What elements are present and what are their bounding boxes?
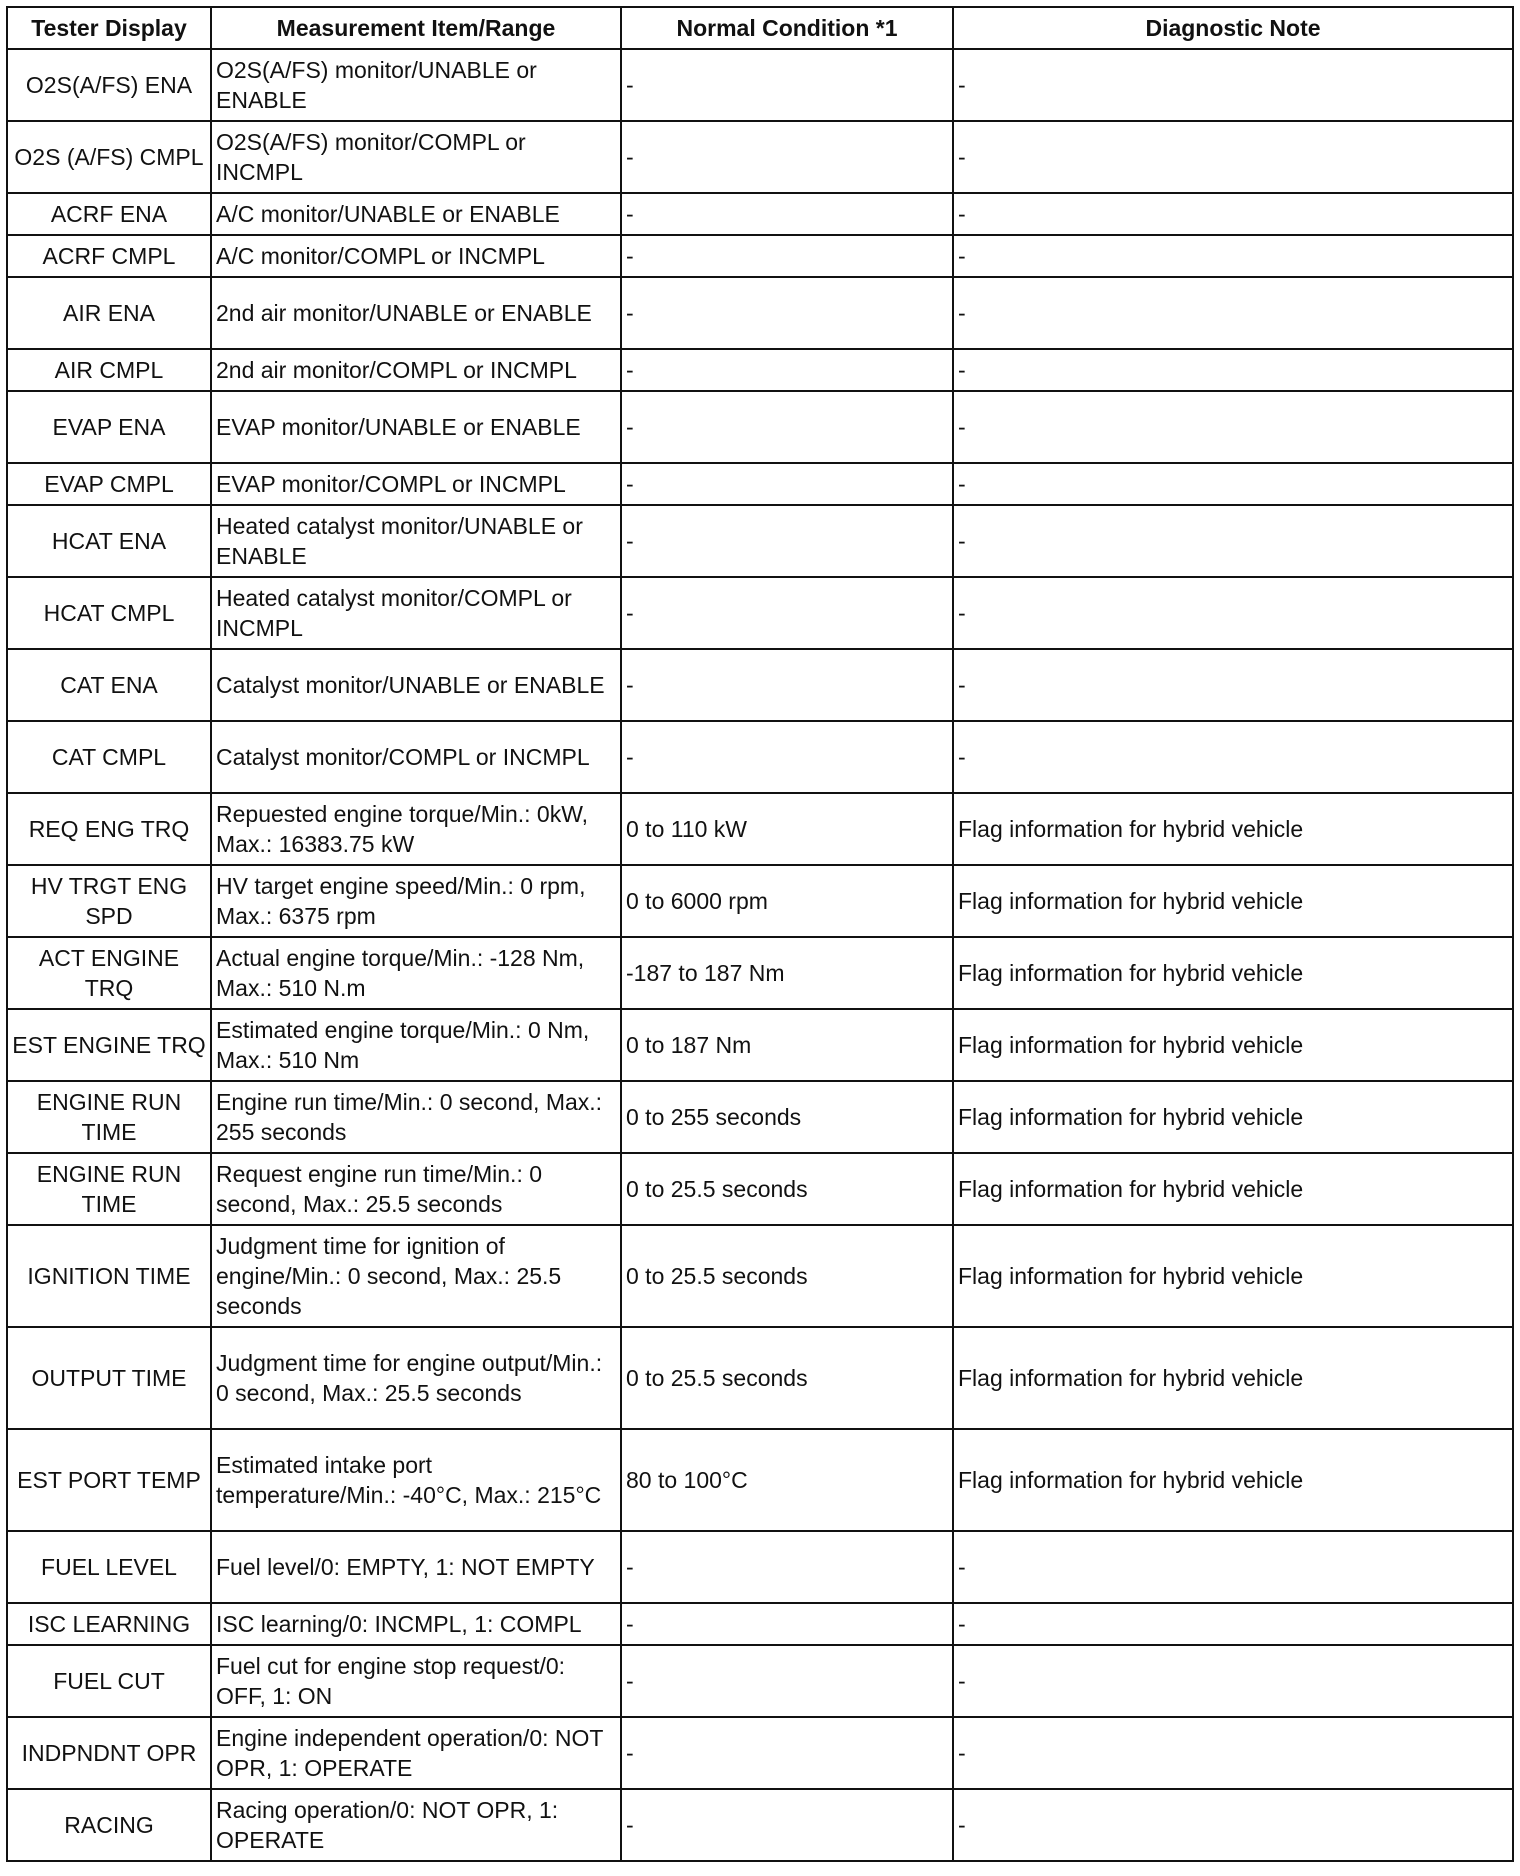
table-row — [7, 49, 1513, 121]
cell-tester-display: EST PORT TEMP — [7, 1429, 211, 1531]
diagnostic-data-table-container — [6, 6, 1512, 1862]
header-diagnostic-note: Diagnostic Note — [953, 7, 1513, 49]
cell-normal-condition: 0 to 25.5 seconds — [621, 1153, 953, 1225]
cell-measurement-item: O2S(A/FS) monitor/COMPL or INCMPL — [211, 121, 621, 193]
table-row — [7, 937, 1513, 1009]
cell-measurement-item: Fuel cut for engine stop request/0: OFF, 1: ON — [211, 1645, 621, 1717]
table-row — [7, 1327, 1513, 1429]
cell-measurement-item: Actual engine torque/Min.: -128 Nm, Max.: 510 N.m — [211, 937, 621, 1009]
table-row — [7, 577, 1513, 649]
table-row — [7, 1225, 1513, 1327]
cell-measurement-item: Engine independent operation/0: NOT OPR, 1: OPERATE — [211, 1717, 621, 1789]
cell-measurement-item: A/C monitor/COMPL or INCMPL — [211, 235, 621, 277]
cell-normal-condition: 0 to 25.5 seconds — [621, 1225, 953, 1327]
table-row — [7, 121, 1513, 193]
cell-diagnostic-note: Flag information for hybrid vehicle — [953, 1009, 1513, 1081]
cell-normal-condition: - — [621, 649, 953, 721]
cell-diagnostic-note: Flag information for hybrid vehicle — [953, 1429, 1513, 1531]
table-row — [7, 793, 1513, 865]
table-row — [7, 277, 1513, 349]
cell-tester-display: EST ENGINE TRQ — [7, 1009, 211, 1081]
table-row — [7, 349, 1513, 391]
cell-tester-display: HCAT ENA — [7, 505, 211, 577]
cell-tester-display: ACT ENGINE TRQ — [7, 937, 211, 1009]
cell-tester-display: AIR ENA — [7, 277, 211, 349]
cell-tester-display: AIR CMPL — [7, 349, 211, 391]
diagnostic-data-table — [6, 6, 1514, 1862]
cell-tester-display: EVAP CMPL — [7, 463, 211, 505]
cell-measurement-item: Judgment time for engine output/Min.: 0 second, Max.: 25.5 seconds — [211, 1327, 621, 1429]
table-row — [7, 1081, 1513, 1153]
cell-diagnostic-note: Flag information for hybrid vehicle — [953, 865, 1513, 937]
cell-measurement-item: A/C monitor/UNABLE or ENABLE — [211, 193, 621, 235]
cell-diagnostic-note: - — [953, 193, 1513, 235]
table-header-row — [7, 7, 1513, 49]
cell-normal-condition: - — [621, 1603, 953, 1645]
cell-measurement-item: Catalyst monitor/COMPL or INCMPL — [211, 721, 621, 793]
cell-tester-display: EVAP ENA — [7, 391, 211, 463]
cell-measurement-item: O2S(A/FS) monitor/UNABLE or ENABLE — [211, 49, 621, 121]
cell-tester-display: O2S (A/FS) CMPL — [7, 121, 211, 193]
cell-diagnostic-note: Flag information for hybrid vehicle — [953, 937, 1513, 1009]
cell-normal-condition: - — [621, 721, 953, 793]
table-row — [7, 865, 1513, 937]
cell-measurement-item: HV target engine speed/Min.: 0 rpm, Max.: 6375 rpm — [211, 865, 621, 937]
cell-diagnostic-note: Flag information for hybrid vehicle — [953, 1081, 1513, 1153]
cell-normal-condition: - — [621, 49, 953, 121]
cell-normal-condition: - — [621, 391, 953, 463]
table-row — [7, 1009, 1513, 1081]
cell-measurement-item: Estimated engine torque/Min.: 0 Nm, Max.: 510 Nm — [211, 1009, 621, 1081]
cell-tester-display: HV TRGT ENG SPD — [7, 865, 211, 937]
cell-normal-condition: - — [621, 277, 953, 349]
cell-normal-condition: - — [621, 577, 953, 649]
cell-diagnostic-note: - — [953, 577, 1513, 649]
cell-diagnostic-note: - — [953, 235, 1513, 277]
cell-tester-display: FUEL CUT — [7, 1645, 211, 1717]
cell-tester-display: CAT ENA — [7, 649, 211, 721]
cell-normal-condition: 0 to 187 Nm — [621, 1009, 953, 1081]
header-tester-display: Tester Display — [7, 7, 211, 49]
cell-measurement-item: ISC learning/0: INCMPL, 1: COMPL — [211, 1603, 621, 1645]
cell-diagnostic-note: - — [953, 1645, 1513, 1717]
table-row — [7, 649, 1513, 721]
cell-diagnostic-note: - — [953, 349, 1513, 391]
table-row — [7, 1789, 1513, 1861]
cell-measurement-item: Repuested engine torque/Min.: 0kW, Max.: 16383.75 kW — [211, 793, 621, 865]
table-row — [7, 193, 1513, 235]
cell-tester-display: FUEL LEVEL — [7, 1531, 211, 1603]
cell-diagnostic-note: Flag information for hybrid vehicle — [953, 1225, 1513, 1327]
cell-tester-display: HCAT CMPL — [7, 577, 211, 649]
cell-measurement-item: 2nd air monitor/UNABLE or ENABLE — [211, 277, 621, 349]
table-row — [7, 1603, 1513, 1645]
cell-diagnostic-note: - — [953, 121, 1513, 193]
table-row — [7, 721, 1513, 793]
cell-diagnostic-note: Flag information for hybrid vehicle — [953, 1153, 1513, 1225]
cell-diagnostic-note: - — [953, 721, 1513, 793]
cell-normal-condition: - — [621, 1645, 953, 1717]
cell-measurement-item: Racing operation/0: NOT OPR, 1: OPERATE — [211, 1789, 621, 1861]
table-row — [7, 1645, 1513, 1717]
cell-normal-condition: - — [621, 505, 953, 577]
header-measurement-item: Measurement Item/Range — [211, 7, 621, 49]
cell-diagnostic-note: - — [953, 1717, 1513, 1789]
cell-normal-condition: 0 to 6000 rpm — [621, 865, 953, 937]
cell-tester-display: INDPNDNT OPR — [7, 1717, 211, 1789]
cell-tester-display: CAT CMPL — [7, 721, 211, 793]
cell-normal-condition: - — [621, 235, 953, 277]
table-row — [7, 1153, 1513, 1225]
cell-tester-display: ACRF ENA — [7, 193, 211, 235]
cell-normal-condition: 0 to 110 kW — [621, 793, 953, 865]
cell-diagnostic-note: - — [953, 277, 1513, 349]
cell-measurement-item: Engine run time/Min.: 0 second, Max.: 255 seconds — [211, 1081, 621, 1153]
cell-measurement-item: Heated catalyst monitor/COMPL or INCMPL — [211, 577, 621, 649]
cell-normal-condition: - — [621, 1531, 953, 1603]
cell-measurement-item: Fuel level/0: EMPTY, 1: NOT EMPTY — [211, 1531, 621, 1603]
table-row — [7, 463, 1513, 505]
cell-tester-display: O2S(A/FS) ENA — [7, 49, 211, 121]
cell-diagnostic-note: - — [953, 391, 1513, 463]
cell-diagnostic-note: - — [953, 463, 1513, 505]
cell-measurement-item: Heated catalyst monitor/UNABLE or ENABLE — [211, 505, 621, 577]
cell-normal-condition: - — [621, 121, 953, 193]
table-row — [7, 1717, 1513, 1789]
cell-tester-display: ISC LEARNING — [7, 1603, 211, 1645]
cell-tester-display: RACING — [7, 1789, 211, 1861]
cell-tester-display: ENGINE RUN TIME — [7, 1153, 211, 1225]
cell-normal-condition: - — [621, 1789, 953, 1861]
cell-normal-condition: 0 to 255 seconds — [621, 1081, 953, 1153]
header-normal-condition: Normal Condition *1 — [621, 7, 953, 49]
cell-normal-condition: - — [621, 193, 953, 235]
table-row — [7, 235, 1513, 277]
cell-normal-condition: -187 to 187 Nm — [621, 937, 953, 1009]
cell-tester-display: IGNITION TIME — [7, 1225, 211, 1327]
cell-diagnostic-note: - — [953, 49, 1513, 121]
cell-normal-condition: - — [621, 349, 953, 391]
cell-diagnostic-note: - — [953, 1531, 1513, 1603]
cell-tester-display: REQ ENG TRQ — [7, 793, 211, 865]
cell-diagnostic-note: - — [953, 1789, 1513, 1861]
cell-measurement-item: EVAP monitor/UNABLE or ENABLE — [211, 391, 621, 463]
cell-normal-condition: - — [621, 1717, 953, 1789]
cell-measurement-item: Estimated intake port temperature/Min.: -40°C, Max.: 215°C — [211, 1429, 621, 1531]
table-row — [7, 391, 1513, 463]
table-row — [7, 1531, 1513, 1603]
cell-diagnostic-note: Flag information for hybrid vehicle — [953, 1327, 1513, 1429]
cell-tester-display: ACRF CMPL — [7, 235, 211, 277]
table-row — [7, 505, 1513, 577]
cell-measurement-item: Request engine run time/Min.: 0 second, Max.: 25.5 seconds — [211, 1153, 621, 1225]
table-row — [7, 1429, 1513, 1531]
cell-tester-display: OUTPUT TIME — [7, 1327, 211, 1429]
cell-normal-condition: - — [621, 463, 953, 505]
cell-diagnostic-note: - — [953, 1603, 1513, 1645]
cell-measurement-item: Catalyst monitor/UNABLE or ENABLE — [211, 649, 621, 721]
cell-normal-condition: 80 to 100°C — [621, 1429, 953, 1531]
cell-diagnostic-note: - — [953, 649, 1513, 721]
cell-measurement-item: Judgment time for ignition of engine/Min.: 0 second, Max.: 25.5 seconds — [211, 1225, 621, 1327]
cell-tester-display: ENGINE RUN TIME — [7, 1081, 211, 1153]
cell-measurement-item: EVAP monitor/COMPL or INCMPL — [211, 463, 621, 505]
cell-measurement-item: 2nd air monitor/COMPL or INCMPL — [211, 349, 621, 391]
cell-diagnostic-note: Flag information for hybrid vehicle — [953, 793, 1513, 865]
cell-normal-condition: 0 to 25.5 seconds — [621, 1327, 953, 1429]
cell-diagnostic-note: - — [953, 505, 1513, 577]
